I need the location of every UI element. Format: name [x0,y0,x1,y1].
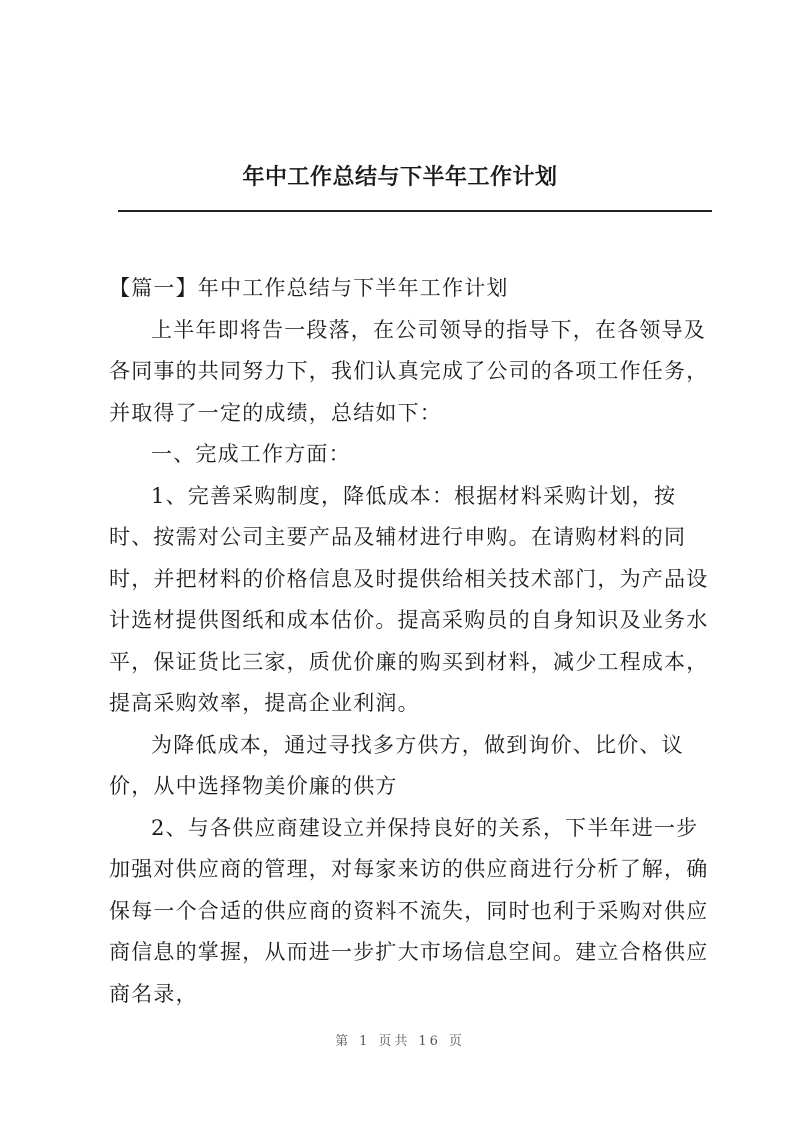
title-underline [118,210,712,212]
paragraph: 上半年即将告一段落，在公司领导的指导下，在各领导及各同事的共同努力下，我们认真完成了公司的各项工作任务，并取得了一定的成绩，总结如下： [109,317,709,425]
footer-page-number: 1 [359,1034,371,1049]
footer-middle: 页共 [378,1034,411,1049]
footer-suffix: 页 [448,1034,465,1049]
paragraph: 为降低成本，通过寻找多方供方，做到询价、比价、议价，从中选择物美价廉的供方 [109,732,684,798]
footer-total-pages: 16 [418,1034,441,1049]
footer-prefix: 第 [335,1034,352,1049]
section-heading: 【篇一】年中工作总结与下半年工作计划 [109,276,509,300]
paragraph: 2、与各供应商建设立并保持良好的关系，下半年进一步加强对供应商的管理，对每家来访的供应商进行分析了解，确保每一个合适的供应商的资料不流失，同时也利于采购对供应商信息的掌握，从而进一步扩大市场信息空间。建立合格供应商名录， [109,815,709,1006]
document-title: 年中工作总结与下半年工作计划 [242,165,558,190]
paragraph: 一、完成工作方面： [151,442,351,466]
document-body [109,268,713,1015]
paragraph: 1、完善采购制度，降低成本：根据材料采购计划，按时、按需对公司主要产品及辅材进行申购。在请购材料的同时，并把材料的价格信息及时提供给相关技术部门，为产品设计选材提供图纸和成本估价。提高采购员的自身知识及业务水平，保证货比三家，质优价廉的购买到材料，减少工程成本，提高采购效率，提高企业利润。 [109,483,709,715]
page-footer [0,1030,800,1049]
